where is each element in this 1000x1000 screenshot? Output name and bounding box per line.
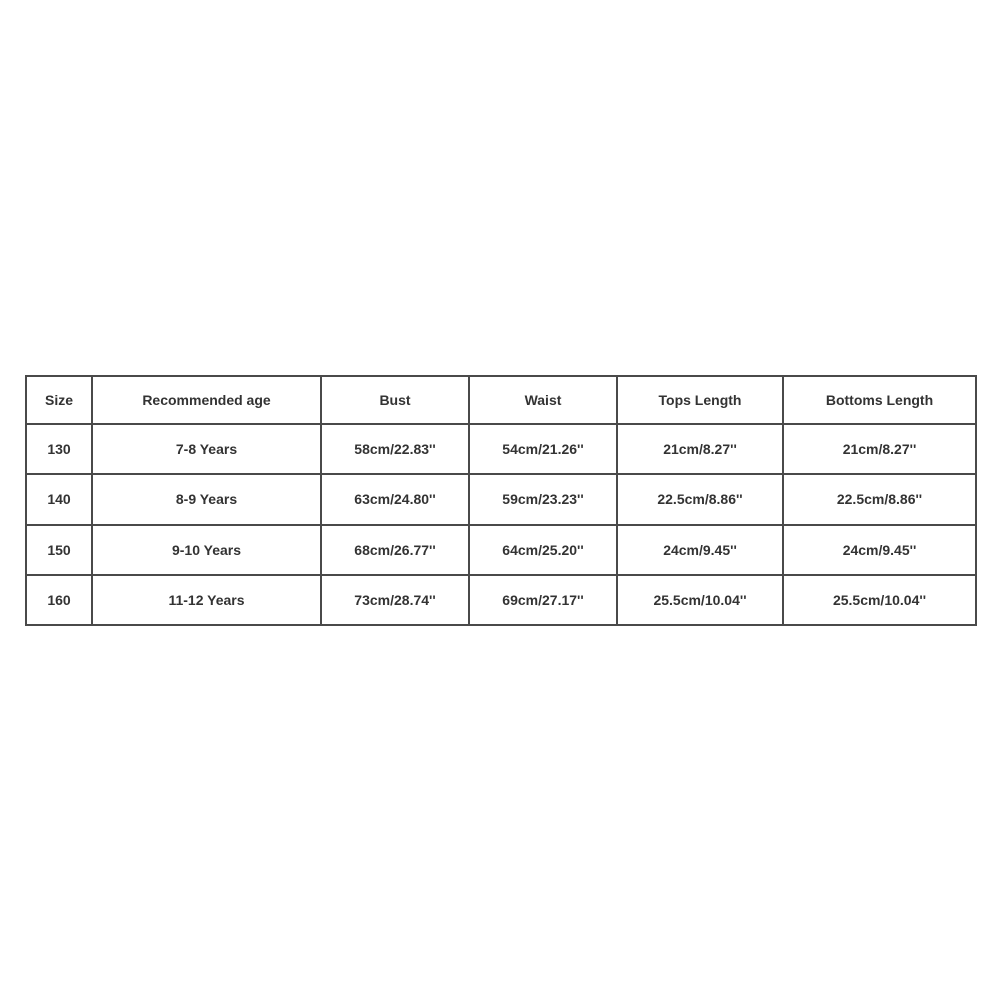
cell-bust: 58cm/22.83''	[321, 424, 469, 474]
header-size: Size	[26, 376, 92, 424]
cell-bust: 63cm/24.80''	[321, 474, 469, 524]
cell-bottoms-length: 24cm/9.45''	[783, 525, 976, 575]
header-bottoms-length: Bottoms Length	[783, 376, 976, 424]
cell-bust: 68cm/26.77''	[321, 525, 469, 575]
header-row	[26, 376, 976, 424]
size-chart-table	[25, 375, 977, 626]
cell-waist: 69cm/27.17''	[469, 575, 617, 625]
cell-size: 160	[26, 575, 92, 625]
cell-recommended-age: 8-9 Years	[92, 474, 321, 524]
cell-size: 150	[26, 525, 92, 575]
header-tops-length: Tops Length	[617, 376, 783, 424]
cell-size: 130	[26, 424, 92, 474]
cell-tops-length: 21cm/8.27''	[617, 424, 783, 474]
table-row	[26, 424, 976, 474]
cell-bottoms-length: 21cm/8.27''	[783, 424, 976, 474]
cell-waist: 64cm/25.20''	[469, 525, 617, 575]
cell-waist: 54cm/21.26''	[469, 424, 617, 474]
header-recommended-age: Recommended age	[92, 376, 321, 424]
cell-tops-length: 24cm/9.45''	[617, 525, 783, 575]
header-bust: Bust	[321, 376, 469, 424]
cell-bottoms-length: 25.5cm/10.04''	[783, 575, 976, 625]
table-row	[26, 474, 976, 524]
cell-recommended-age: 9-10 Years	[92, 525, 321, 575]
cell-tops-length: 25.5cm/10.04''	[617, 575, 783, 625]
table-row	[26, 525, 976, 575]
cell-tops-length: 22.5cm/8.86''	[617, 474, 783, 524]
cell-size: 140	[26, 474, 92, 524]
table-row	[26, 575, 976, 625]
cell-bottoms-length: 22.5cm/8.86''	[783, 474, 976, 524]
cell-recommended-age: 7-8 Years	[92, 424, 321, 474]
header-waist: Waist	[469, 376, 617, 424]
cell-waist: 59cm/23.23''	[469, 474, 617, 524]
cell-recommended-age: 11-12 Years	[92, 575, 321, 625]
cell-bust: 73cm/28.74''	[321, 575, 469, 625]
